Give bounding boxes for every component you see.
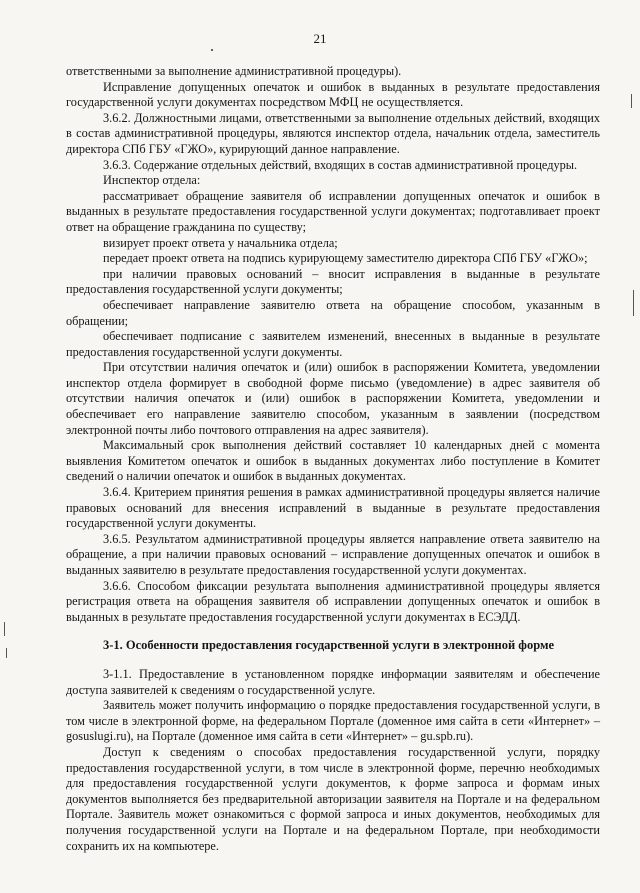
paragraph: визирует проект ответа у начальника отдела; [103, 235, 338, 250]
margin-mark [633, 290, 634, 316]
paragraph: Исправление допущенных опечаток и ошибок в выданных в результате предоставления государственной услуги документах посредством МФЦ не осуществляется. [66, 79, 600, 110]
margin-mark [6, 648, 7, 658]
paragraph: Инспектор отдела: [103, 173, 201, 188]
paragraph: рассматривает обращение заявителя об исправлении допущенных опечаток и ошибок в выданных в результате предоставления государственной услуги документах; подготавливает проект ответ на обращение гражданина по существу; [66, 188, 600, 234]
margin-mark [4, 622, 5, 636]
paragraph: 3.6.6. Способом фиксации результата выполнения административной процедуры является регистрация ответа на обращения заявителя об исправлении допущенных опечаток и ошибок в выданных в результате предоставления государственной услуги документах в ЕСЭДД. [66, 578, 600, 624]
paragraph: ответственными за выполнение административной процедуры). [66, 64, 402, 78]
document-body [66, 64, 600, 854]
section-heading: 3-1. Особенности предоставления государственной услуги в электронной форме [103, 638, 555, 653]
page-number: 21 [313, 31, 327, 46]
paragraph: 3.6.2. Должностными лицами, ответственными за выполнение отдельных действий, входящих в состав административной процедуры, являются инспектор отдела, начальник отдела, заместитель директора СПб ГБУ «ГЖО», курирующий данное направление. [66, 110, 600, 156]
paragraph: обеспечивает подписание с заявителем изменений, внесенных в выданные в результате предоставления государственной услуги документы. [66, 329, 600, 359]
scan-dot [211, 49, 213, 51]
margin-mark [631, 94, 632, 108]
paragraph: При отсутствии наличия опечаток и (или) ошибок в распоряжении Комитета, уведомлении инспектор отдела формирует в свободной форме письмо (уведомление) в адрес заявителя об отсутствии наличия опечаток и (или) ошибок в распоряжении Комитета, уведомлении и обеспечивает его направление заявителю способом, указанным в заявлении (посредством электронной почты либо почтового отправления на адрес заявителя). [66, 360, 600, 437]
paragraph: обеспечивает направление заявителю ответа на обращение способом, указанным в обращении; [66, 297, 600, 328]
paragraph: Доступ к сведениям о способах предоставления государственной услуги, порядку предоставления государственной услуги, в том числе в электронной форме, перечню необходимых для предоставления государственной услуги документов, к форме запроса и формам иных документов выполняется без предварительной авторизации заявителя на Портале и на федеральном Портале. Заявитель может ознакомиться с формой запроса и иных документов, необходимых для получения государственной услуги на Портале и на федеральном Портале, при необходимости сохранить их на компьютере. [66, 744, 600, 853]
paragraph: 3.6.3. Содержание отдельных действий, входящих в состав административной процедуры. [103, 157, 578, 172]
paragraph: передает проект ответа на подпись курирующему заместителю директора СПб ГБУ «ГЖО»; [103, 251, 588, 266]
paragraph: 3-1.1. Предоставление в установленном порядке информации заявителям и обеспечение доступа заявителей к сведениям о государственной услуге. [66, 666, 600, 697]
paragraph: Максимальный срок выполнения действий составляет 10 календарных дней с момента выявления Комитетом опечаток и ошибок в выданных документах либо поступление в Комитет сведений о наличии опечаток и ошибок в выданных документах. [66, 438, 600, 484]
paragraph: 3.6.4. Критерием принятия решения в рамках административной процедуры является наличие правовых оснований для внесения исправлений в выданные в результате предоставления государственной услуги документы. [66, 485, 600, 531]
paragraph: Заявитель может получить информацию о порядке предоставления государственной услуги, в том числе в электронной форме, на федеральном Портале (доменное имя сайта в сети «Интернет» – gosuslugi.ru), на Портале (доменное имя сайта в сети «Интернет» – gu.spb.ru). [66, 698, 600, 744]
paragraph: при наличии правовых оснований – вносит исправления в выданные в результате предоставления государственной услуги документы; [66, 266, 600, 297]
paragraph: 3.6.5. Результатом административной процедуры является направление ответа заявителю на обращение, а при наличии правовых оснований – исправление допущенных опечаток и ошибок в выданных заявителю в результате предоставления государственной услуги документах. [66, 531, 600, 577]
